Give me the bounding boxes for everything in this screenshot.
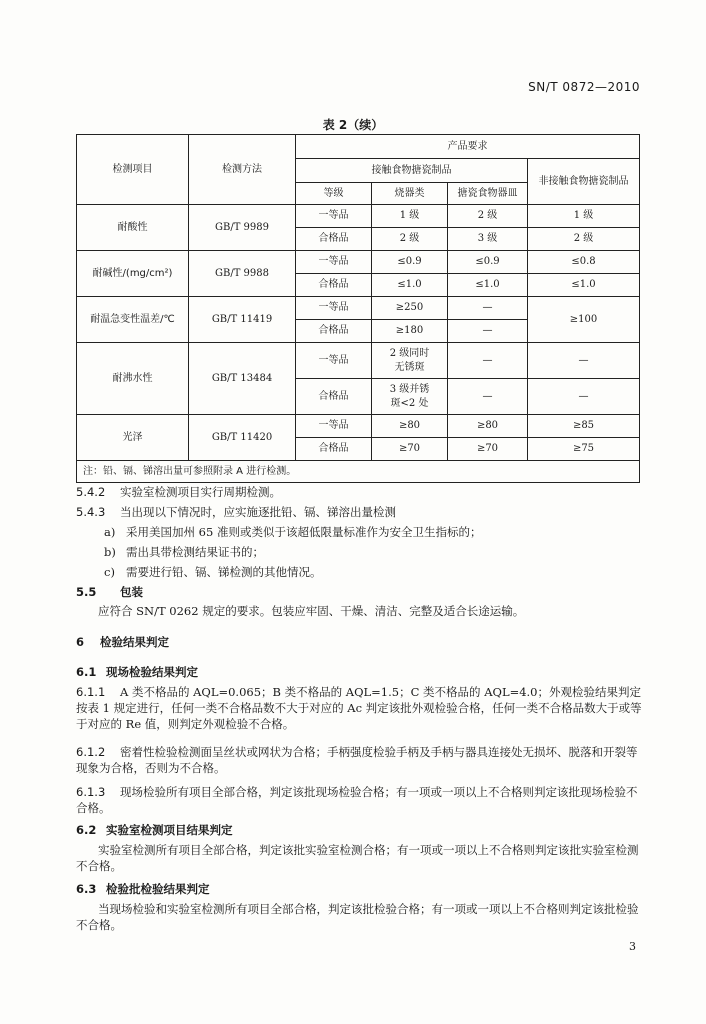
cell-value: — [528,343,640,379]
spec-table [76,134,640,483]
list-item-a [76,524,670,540]
th-col-a: 烧器类 [372,183,448,205]
clause-number: 6.1.2 [76,745,106,759]
cell-method: GB/T 11419 [189,297,296,343]
cell-value: ≥180 [372,320,448,343]
clause-text: A 类不格品的 AQL=0.065；B 类不格品的 AQL=1.5；C 类不格品的 AQL=4.0；外观检验结果判定按表 1 规定进行，任何一类不合格品数不大于对应的 Ac 判定该批外观检验合格，任何一类不合格品数大于或等于对应的 Re 值，则判定外观检验不合格。 [76,685,642,731]
cell-method: GB/T 9989 [189,205,296,251]
list-item-b [76,544,670,560]
cell-value: ≤0.9 [372,251,448,274]
cell-value: — [528,379,640,415]
cell-value: ≥250 [372,297,448,320]
cell-value: — [448,297,528,320]
list-text: 需出具带检测结果证书的； [126,545,264,559]
section-title: 现场检验结果判定 [106,665,198,679]
cell-item: 光泽 [77,415,189,461]
section-5-5 [76,584,642,600]
section-title: 实验室检测项目结果判定 [106,823,233,837]
section-number: 5.5 [76,585,97,599]
cell-grade: 合格品 [296,274,372,297]
cell-value: ≤1.0 [448,274,528,297]
cell-value: — [448,320,528,343]
th-contact: 接触食物搪瓷制品 [296,159,528,183]
th-method: 检测方法 [189,135,296,205]
cell-item: 耐温急变性温差/℃ [77,297,189,343]
clause-number: 5.4.2 [76,485,106,499]
th-item: 检测项目 [77,135,189,205]
paragraph-6-3: 当现场检验和实验室检测所有项目全部合格，判定该批检验合格；有一项或一项以上不合格则判定该批检验不合格。 [76,902,639,932]
cell-grade: 一等品 [296,205,372,228]
section-6-3 [76,881,642,897]
list-marker: a) [104,525,116,539]
cell-item: 耐碱性/(mg/cm²) [77,251,189,297]
cell-grade: 合格品 [296,438,372,461]
section-6 [76,634,642,650]
cell-method: GB/T 9988 [189,251,296,297]
clause-6-1-1 [76,684,642,732]
standard-number: SN/T 0872—2010 [528,80,640,94]
cell-grade: 合格品 [296,228,372,251]
section-title: 包装 [120,585,143,599]
paragraph-6-2: 实验室检测所有项目全部合格，判定该批实验室检测合格；有一项或一项以上不合格则判定该批实验室检测不合格。 [76,843,639,873]
cell-value: 2 级 [528,228,640,251]
cell-value: 2 级 [448,205,528,228]
cell-value: ≥75 [528,438,640,461]
page-number: 3 [629,940,636,953]
clause-5-4-2 [76,484,642,500]
cell-value: 3 级并锈斑<2 处 [372,379,448,415]
cell-value: ≤1.0 [372,274,448,297]
cell-value: 1 级 [528,205,640,228]
th-col-b: 搪瓷食物器皿 [448,183,528,205]
section-6-2 [76,822,642,838]
cell-value: 2 级 [372,228,448,251]
cell-grade: 一等品 [296,343,372,379]
clause-text: 现场检验所有项目全部合格，判定该批现场检验合格；有一项或一项以上不合格则判定该批现场检验不合格。 [76,785,638,815]
section-number: 6 [76,635,85,649]
th-noncontact: 非接触食物搪瓷制品 [528,159,640,205]
clause-number: 6.1.1 [76,685,106,699]
cell-value: ≥70 [448,438,528,461]
list-marker: b) [104,545,116,559]
cell-grade: 合格品 [296,320,372,343]
table-note: 注：铅、镉、锑溶出量可参照附录 A 进行检测。 [77,461,640,483]
list-item-c [76,564,670,580]
list-text: 采用美国加州 65 准则或类似于该超低限量标准作为安全卫生指标的； [126,525,482,539]
cell-item: 耐酸性 [77,205,189,251]
cell-value: 1 级 [372,205,448,228]
cell-value: ≥70 [372,438,448,461]
paragraph-5-5: 应符合 SN/T 0262 规定的要求。包装应牢固、干燥、清洁、完整及适合长途运输。 [98,604,525,618]
cell-value: — [448,379,528,415]
section-number: 6.2 [76,823,97,837]
clause-6-1-3 [76,784,642,816]
table-caption: 表 2（续） [322,118,384,132]
cell-grade: 一等品 [296,415,372,438]
cell-value: — [448,343,528,379]
th-grade: 等级 [296,183,372,205]
list-text: 需要进行铅、镉、锑检测的其他情况。 [126,565,322,579]
cell-value: ≥80 [448,415,528,438]
clause-number: 6.1.3 [76,785,106,799]
clause-5-4-3 [76,504,642,520]
clause-text: 实验室检测项目实行周期检测。 [120,485,281,499]
cell-value: ≥100 [528,297,640,343]
cell-value: ≥85 [528,415,640,438]
cell-method: GB/T 11420 [189,415,296,461]
clause-text: 当出现以下情况时，应实施逐批铅、镉、锑溶出量检测 [120,505,396,519]
section-title: 检验结果判定 [100,635,169,649]
cell-method: GB/T 13484 [189,343,296,415]
clause-number: 5.4.3 [76,505,106,519]
th-requirement: 产品要求 [296,135,640,159]
cell-item: 耐沸水性 [77,343,189,415]
clause-6-1-2 [76,744,642,776]
section-6-1 [76,664,642,680]
cell-value: 2 级同时无锈斑 [372,343,448,379]
cell-value: 3 级 [448,228,528,251]
cell-grade: 一等品 [296,251,372,274]
clause-text: 密着性检验检测面呈丝状或网状为合格；手柄强度检验手柄及手柄与器具连接处无损坏、脱落和开裂等现象为合格，否则为不合格。 [76,745,638,775]
list-marker: c) [104,565,115,579]
cell-value: ≤0.8 [528,251,640,274]
cell-value: ≤0.9 [448,251,528,274]
cell-grade: 一等品 [296,297,372,320]
section-title: 检验批检验结果判定 [106,882,210,896]
cell-value: ≤1.0 [528,274,640,297]
section-number: 6.3 [76,882,97,896]
section-number: 6.1 [76,665,97,679]
cell-value: ≥80 [372,415,448,438]
cell-grade: 合格品 [296,379,372,415]
